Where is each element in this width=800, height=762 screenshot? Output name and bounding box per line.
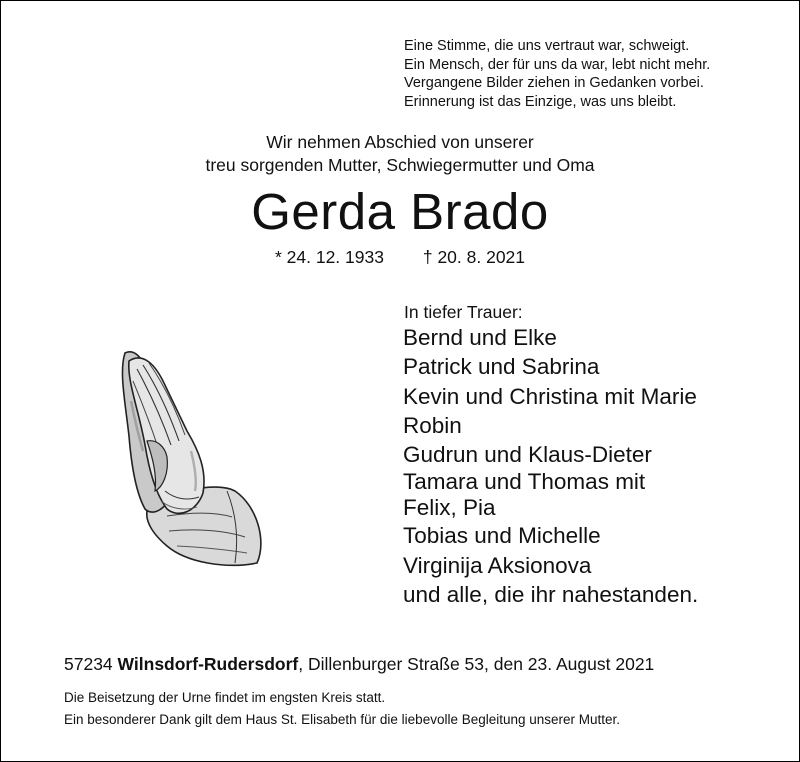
- death-date: † 20. 8. 2021: [422, 247, 526, 267]
- notes: [64, 687, 620, 731]
- life-dates: [1, 246, 799, 268]
- list-item: Bernd und Elke: [403, 325, 557, 350]
- poem-line: Ein Mensch, der für uns da war, lebt nicht mehr.: [404, 56, 711, 73]
- poem-line: Eine Stimme, die uns vertraut war, schweigt.: [404, 38, 690, 54]
- town: Wilnsdorf-Rudersdorf: [117, 654, 299, 674]
- praying-hands-icon: [107, 341, 272, 571]
- mourners-list: [403, 323, 698, 609]
- list-item: Tobias und Michelle: [403, 523, 601, 549]
- list-item: Gudrun und Klaus-Dieter: [403, 442, 652, 468]
- postcode: 57234: [64, 654, 113, 674]
- intro-line-2: treu sorgenden Mutter, Schwiegermutter und Oma: [205, 155, 595, 175]
- list-item: Robin: [403, 412, 462, 438]
- burial-note: Die Beisetzung der Urne findet im engsten Kreis statt.: [64, 690, 386, 705]
- intro-line-1: Wir nehmen Abschied von unserer: [266, 132, 534, 152]
- street-and-date: , Dillenburger Straße 53, den 23. August 2021: [298, 654, 655, 674]
- intro-text: [1, 131, 799, 177]
- list-item: Virginija Aksionova: [403, 552, 592, 578]
- list-item: Kevin und Christina mit Marie: [403, 383, 697, 409]
- poem: [404, 37, 710, 111]
- deceased-name: Gerda Brado: [251, 183, 549, 240]
- poem-line: Vergangene Bilder ziehen in Gedanken vorbei.: [404, 75, 704, 91]
- poem-line: Erinnerung ist das Einzige, was uns bleibt.: [404, 93, 677, 110]
- list-item: Felix, Pia: [403, 495, 496, 521]
- address-line: [64, 653, 654, 675]
- mourners-label: In tiefer Trauer:: [404, 302, 523, 322]
- list-item: und alle, die ihr nahestanden.: [403, 582, 699, 608]
- list-item: Patrick und Sabrina: [403, 354, 600, 380]
- list-item: Tamara und Thomas mit: [403, 469, 646, 495]
- birth-date: * 24. 12. 1933: [274, 247, 384, 267]
- thanks-note: Ein besonderer Dank gilt dem Haus St. Elisabeth für die liebevolle Begleitung unserer Mutter.: [64, 712, 621, 727]
